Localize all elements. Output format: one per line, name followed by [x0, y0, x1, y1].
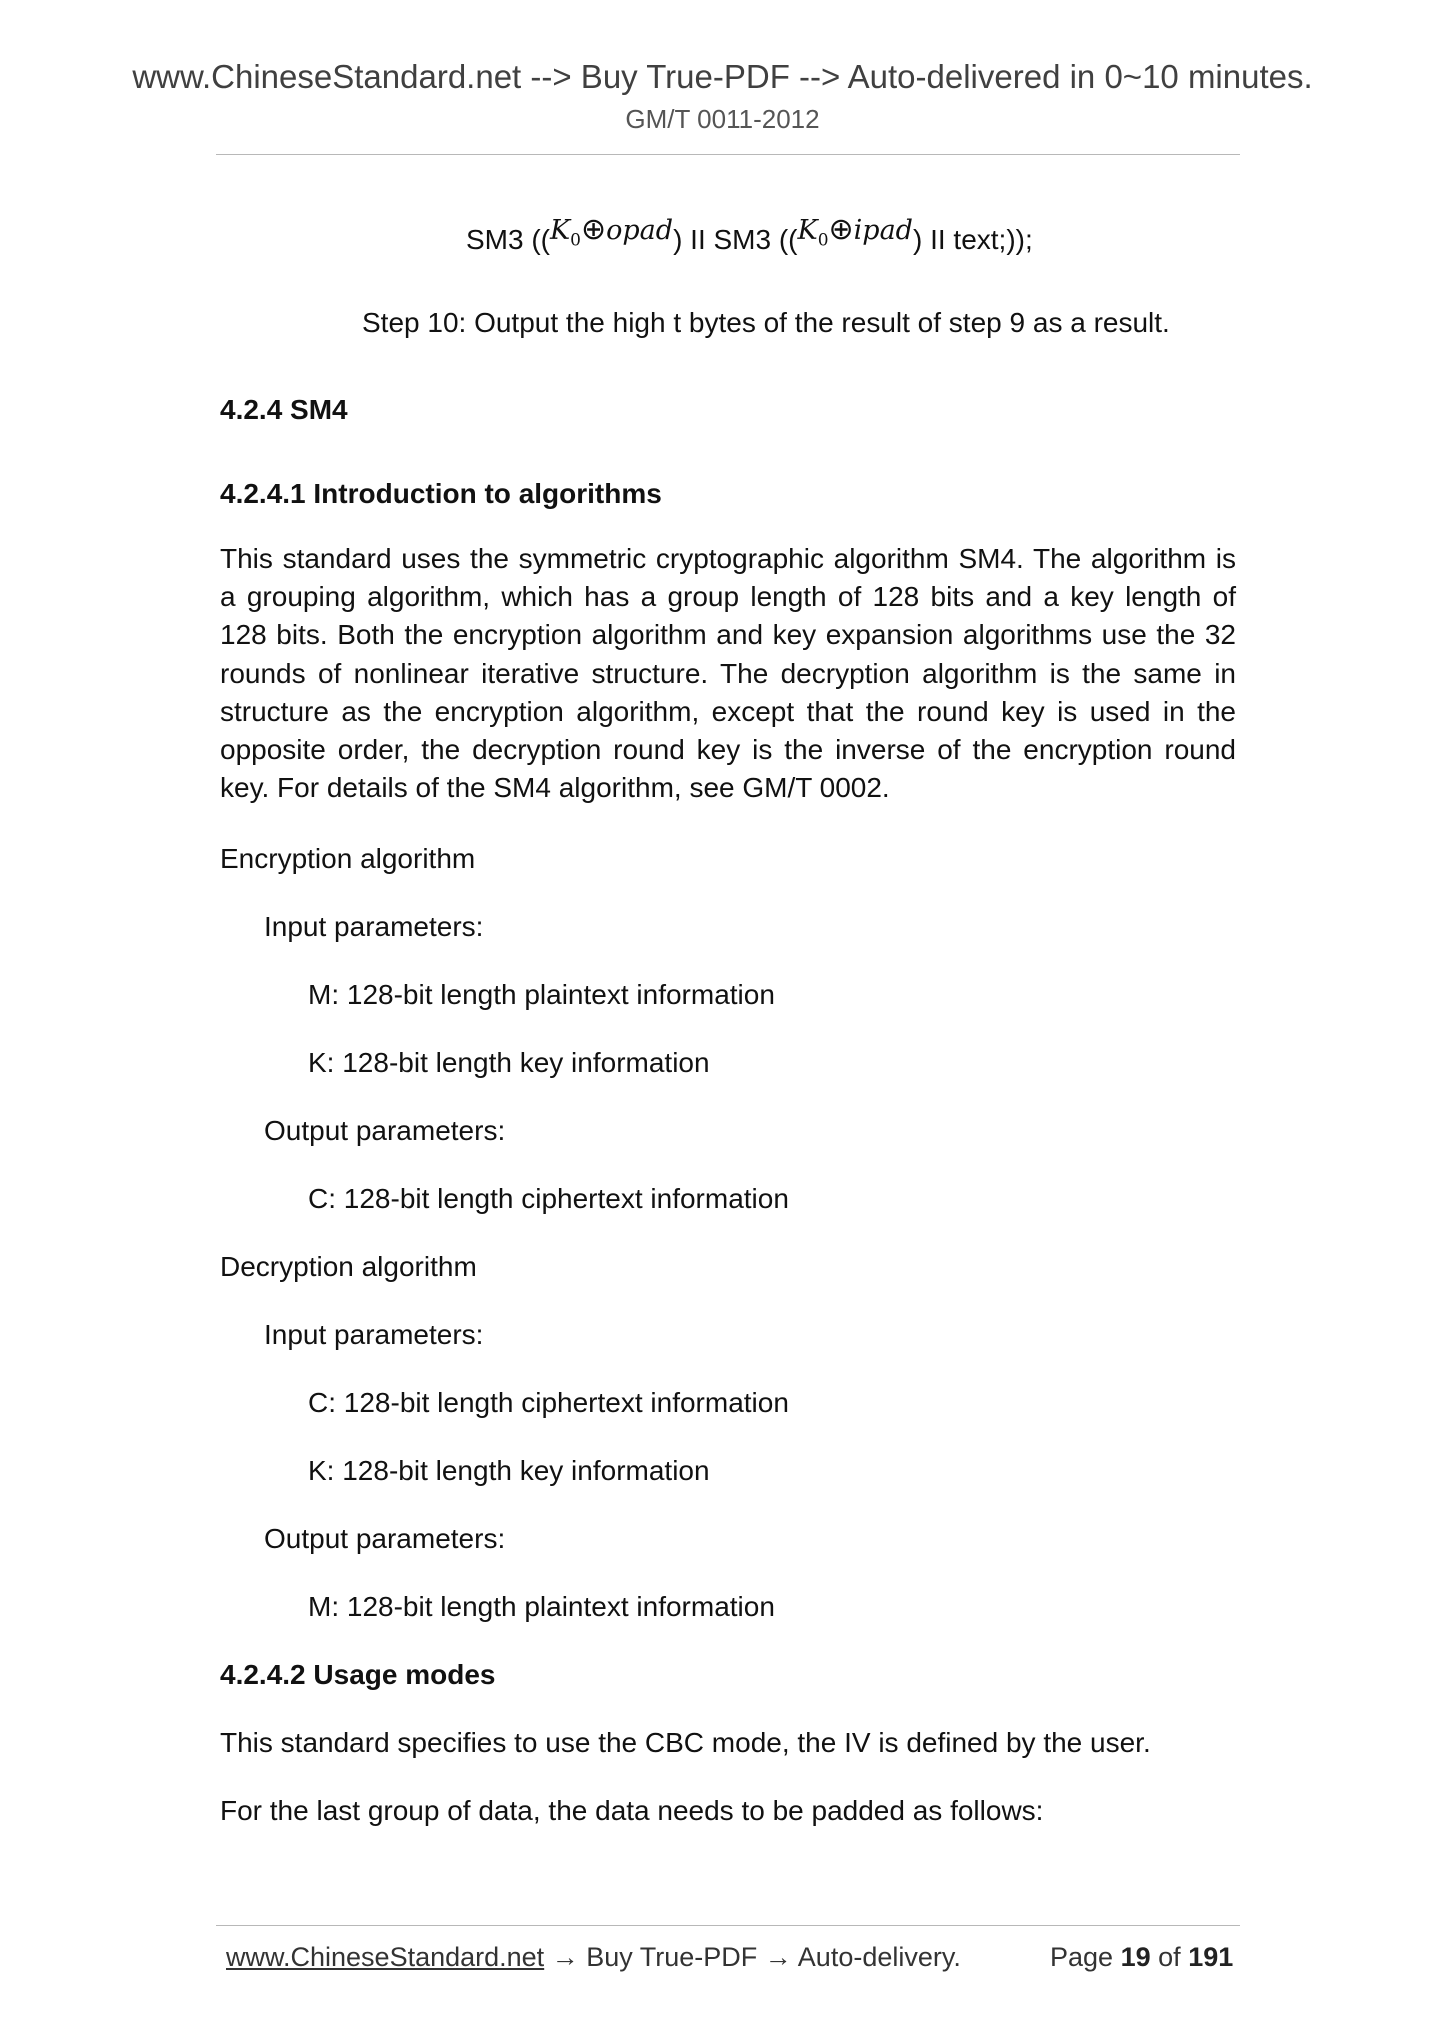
section-heading-usage: 4.2.4.2 Usage modes — [220, 1659, 496, 1690]
xor-icon: ⊕ — [828, 212, 854, 247]
encryption-output-label: Output parameters: — [264, 1115, 506, 1146]
formula-k-subscript: 0 — [817, 230, 829, 251]
formula-prefix: SM3 (( — [466, 224, 550, 255]
header-divider — [216, 154, 1240, 155]
footer-buy-text: Buy True-PDF — [586, 1942, 758, 1972]
usage-paragraph-1: This standard specifies to use the CBC mode, the IV is defined by the user. — [220, 1727, 1151, 1758]
section-heading-intro: 4.2.4.1 Introduction to algorithms — [220, 478, 662, 509]
decryption-input-c: C: 128-bit length ciphertext information — [308, 1387, 789, 1418]
formula-opad: opad — [606, 215, 674, 246]
formula-k0-second — [797, 212, 913, 251]
formula-ipad: ipad — [853, 215, 913, 246]
footer-links — [226, 1942, 961, 1973]
encryption-output-c: C: 128-bit length ciphertext information — [308, 1183, 789, 1214]
decryption-input-k: K: 128-bit length key information — [308, 1455, 710, 1486]
usage-paragraph-2: For the last group of data, the data needs to be padded as follows: — [220, 1795, 1044, 1826]
formula-k-symbol: K — [550, 215, 571, 246]
page-word: Page — [1050, 1942, 1114, 1972]
decryption-output-label: Output parameters: — [264, 1523, 506, 1554]
arrow-right-icon: → — [764, 1942, 792, 1972]
encryption-input-m: M: 128-bit length plaintext information — [308, 979, 775, 1010]
formula-k0-first — [550, 212, 674, 251]
encryption-input-label: Input parameters: — [264, 911, 484, 942]
arrow-right-icon: → — [551, 1942, 579, 1972]
formula-k-symbol: K — [797, 215, 818, 246]
hmac-formula — [466, 212, 1033, 260]
decryption-input-label: Input parameters: — [264, 1319, 484, 1350]
encryption-input-k: K: 128-bit length key information — [308, 1047, 710, 1078]
footer-divider — [216, 1925, 1240, 1926]
document-id: GM/T 0011-2012 — [625, 104, 820, 134]
footer-delivery-text: Auto-delivery. — [797, 1942, 961, 1972]
formula-suffix: ) II text;)); — [912, 224, 1033, 255]
formula-k-subscript: 0 — [570, 230, 581, 251]
section-heading-sm4: 4.2.4 SM4 — [220, 394, 348, 425]
header-banner: www.ChineseStandard.net --> Buy True-PDF --> Auto-delivered in 0~10 minutes. — [132, 58, 1313, 95]
intro-paragraph-text: This standard uses the symmetric cryptographic algorithm SM4. The algorithm is a grouping algorithm, which has a group length of 128 bits and a key length of 128 bits. Both the encryption algorithm and key expansion algorithms use the 32 rounds of nonlinear iterative structure. The decryption algorithm is the same in structure as the encryption algorithm, except that the round key is used in the opposite order, the decryption round key is the inverse of the encryption round key. For details of the SM4 algorithm, see GM/T 0002. — [220, 543, 1236, 804]
encryption-title: Encryption algorithm — [220, 843, 476, 874]
formula-middle: ) II SM3 (( — [673, 224, 798, 255]
of-word: of — [1158, 1942, 1181, 1972]
page-number — [1050, 1942, 1233, 1973]
intro-paragraph — [220, 540, 1236, 807]
xor-icon: ⊕ — [581, 212, 607, 247]
footer-site-link[interactable]: www.ChineseStandard.net — [226, 1942, 545, 1972]
current-page: 19 — [1120, 1942, 1151, 1972]
step-10-text: Step 10: Output the high t bytes of the result of step 9 as a result. — [362, 307, 1170, 338]
total-pages: 191 — [1188, 1942, 1234, 1972]
decryption-output-m: M: 128-bit length plaintext information — [308, 1591, 775, 1622]
decryption-title: Decryption algorithm — [220, 1251, 477, 1282]
